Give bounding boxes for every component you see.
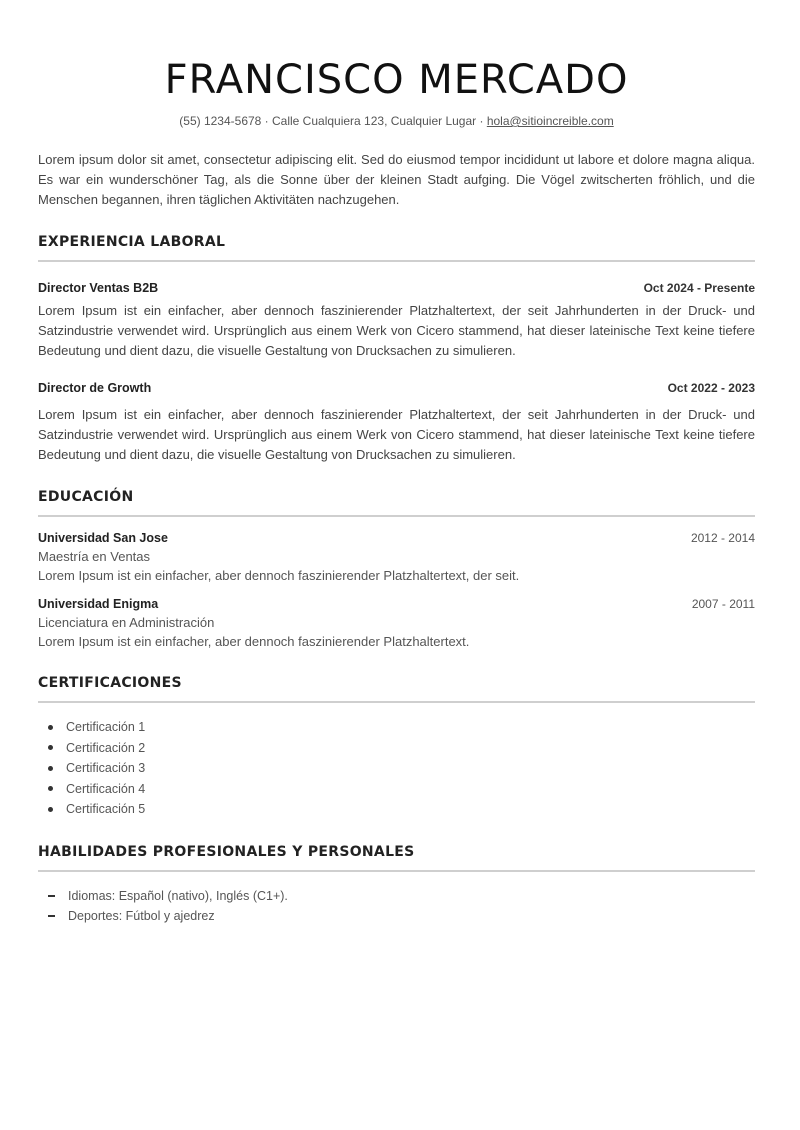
education-section bbox=[38, 489, 755, 649]
dash-bullet-icon bbox=[48, 895, 55, 897]
phone-address: (55) 1234-5678 · Calle Cualquiera 123, Cualquier Lugar · bbox=[179, 114, 487, 128]
section-divider bbox=[38, 515, 755, 517]
certifications-list bbox=[38, 717, 755, 820]
experience-section bbox=[38, 234, 755, 465]
bullet-icon bbox=[48, 745, 53, 750]
contact-line bbox=[38, 114, 755, 128]
list-item: Certificación 1 bbox=[48, 717, 755, 738]
experience-heading: EXPERIENCIA LABORAL bbox=[38, 234, 226, 250]
list-item: Certificación 5 bbox=[48, 799, 755, 820]
list-item: Certificación 4 bbox=[48, 779, 755, 800]
degree: Licenciatura en Administración bbox=[38, 615, 215, 630]
bullet-icon bbox=[48, 786, 53, 791]
profile-summary: Lorem ipsum dolor sit amet, consectetur adipiscing elit. Sed do eiusmod tempor incididunt ut labore et dolore magna aliqua. Es war ein wunderschöner Tag, als die Sonne über der kleinen Stadt aufging. Die Vögel zwitscherten fröhlich, und die Menschen begannen, ihren täglichen Aktivitäten nachzugehen. bbox=[38, 152, 755, 207]
list-item: Deportes: Fútbol y ajedrez bbox=[48, 906, 755, 927]
education-description: Lorem Ipsum ist ein einfacher, aber dennoch faszinierender Platzhaltertext, der seit. bbox=[38, 568, 520, 583]
school-name: Universidad Enigma bbox=[38, 597, 159, 611]
job-description: Lorem Ipsum ist ein einfacher, aber dennoch faszinierender Platzhaltertext, der seit Jahrhunderten in der Druck- und Satzindustrie verwendet wird. Ursprünglich aus einem Werk von Cicero stammend, hat dieser lateinische Text keine tiefere Bedeutung und dient dazu, die visuelle Gestaltung von Drucksachen zu simulieren. bbox=[38, 303, 755, 358]
certifications-heading: CERTIFICACIONES bbox=[38, 675, 182, 691]
candidate-name: FRANCISCO MERCADO bbox=[164, 57, 629, 103]
bullet-icon bbox=[48, 807, 53, 812]
job-entry bbox=[38, 281, 755, 361]
certifications-section bbox=[38, 675, 755, 820]
job-entry bbox=[38, 381, 755, 465]
education-entry bbox=[38, 597, 755, 649]
job-date: Oct 2024 - Presente bbox=[643, 281, 755, 295]
education-entry bbox=[38, 531, 755, 583]
school-name: Universidad San Jose bbox=[38, 531, 168, 545]
list-item: Idiomas: Español (nativo), Inglés (C1+). bbox=[48, 886, 755, 907]
list-item: Certificación 3 bbox=[48, 758, 755, 779]
dash-bullet-icon bbox=[48, 915, 55, 917]
bullet-icon bbox=[48, 725, 53, 730]
job-title: Director Ventas B2B bbox=[38, 281, 159, 295]
job-date: Oct 2022 - 2023 bbox=[667, 381, 755, 395]
skills-heading: HABILIDADES PROFESIONALES Y PERSONALES bbox=[38, 843, 415, 860]
section-divider bbox=[38, 260, 755, 262]
education-date: 2012 - 2014 bbox=[690, 531, 755, 545]
education-heading: EDUCACIÓN bbox=[38, 489, 134, 505]
email-link[interactable]: hola@sitioincreible.com bbox=[486, 114, 614, 128]
job-description: Lorem Ipsum ist ein einfacher, aber dennoch faszinierender Platzhaltertext, der seit Jahrhunderten in der Druck- und Satzindustrie verwendet wird. Ursprünglich aus einem Werk von Cicero stammend, hat dieser lateinische Text keine tiefere Bedeutung und dient dazu, die visuelle Gestaltung von Drucksachen zu simulieren. bbox=[38, 407, 755, 462]
education-description: Lorem Ipsum ist ein einfacher, aber dennoch faszinierender Platzhaltertext. bbox=[38, 634, 470, 649]
section-divider bbox=[38, 701, 755, 703]
section-divider bbox=[38, 870, 755, 872]
education-date: 2007 - 2011 bbox=[691, 597, 755, 611]
skills-section bbox=[38, 844, 755, 927]
bullet-icon bbox=[48, 766, 53, 771]
skills-list bbox=[38, 886, 755, 927]
degree: Maestría en Ventas bbox=[38, 549, 151, 564]
list-item: Certificación 2 bbox=[48, 738, 755, 759]
job-title: Director de Growth bbox=[38, 381, 152, 395]
